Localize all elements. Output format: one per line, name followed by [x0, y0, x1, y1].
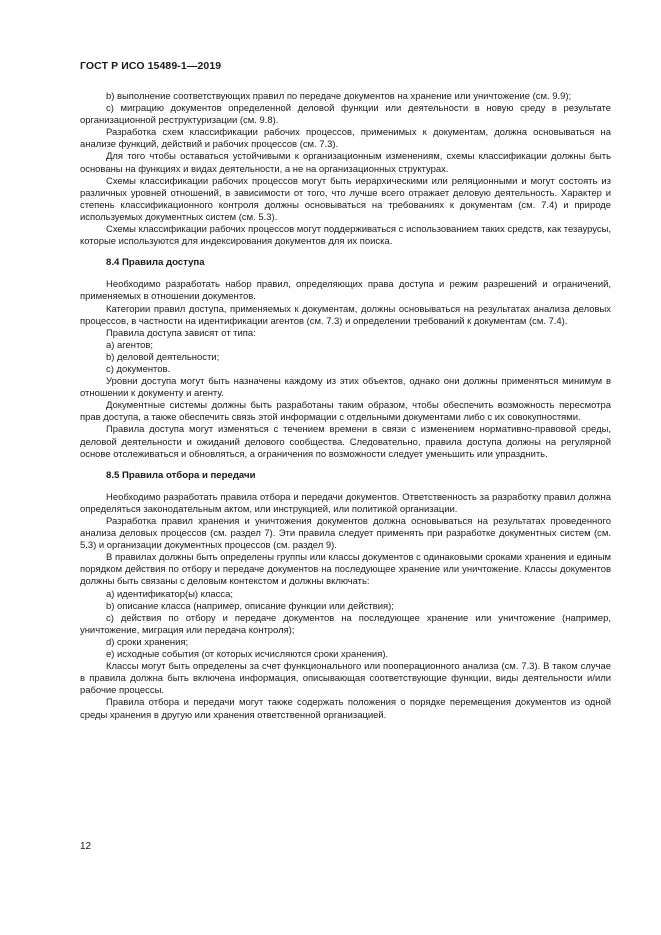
page-number: 12	[80, 841, 92, 852]
list-item: c) действия по отбору и передаче документов на последующее хранение или уничтожение (например, уничтожение, миграция или передача контроля);	[80, 612, 611, 636]
section-gap	[80, 461, 611, 470]
list-item: e) исходные события (от которых исчисляются сроки хранения).	[106, 649, 389, 661]
paragraph: Классы могут быть определены за счет функционального или пооперационного анализа (см. 7.3). В таком случае в правила должна быть включена информация, описывающая соответствующие функции, виды деятельности и/или рабочие процессы.	[80, 661, 611, 697]
paragraph: Необходимо разработать правила отбора и передачи документов. Ответственность за разработку правил должна определяться законодательным актом, или инструкцией, или политикой организации.	[80, 491, 611, 515]
paragraph: Уровни доступа могут быть назначены каждому из этих объектов, однако они должны применяться минимум в отношении к документу и агенту.	[80, 376, 611, 400]
list-item: a) агентов;	[106, 339, 154, 351]
paragraph: Схемы классификации рабочих процессов могут поддерживаться с использованием таких средств, как тезаурусы, которые используются для индексирования документов для их поиска.	[80, 224, 611, 248]
paragraph: Правила доступа могут изменяться с течением времени в связи с изменением нормативно-правовой среды, деловой деятельности и ожиданий делового сообщества. Следовательно, правила доступа должны на регулярной основе отслеживаться и обновляться, а ограничения по возможности следует уменьшить или упразднить.	[80, 424, 611, 460]
list-item: b) выполнение соответствующих правил по передаче документов на хранение или уничтожение (см. 9.9);	[106, 91, 572, 102]
paragraph: Схемы классификации рабочих процессов могут быть иерархическими или реляционными и могут состоять из различных уровней отношений, в зависимости от того, что лучше всего отражает деловую деятельность. Характер и степень классификационного контроля должны основываться на требованиях к документам (см. 7.4) и природе используемых документных систем (см. 5.3).	[80, 175, 611, 223]
paragraph: Разработка схем классификации рабочих процессов, применимых к документам, должна основываться на анализе функций, действий и рабочих процессов (см. 7.3).	[80, 127, 611, 151]
paragraph: Правила отбора и передачи могут также содержать положения о порядке перемещения документов из одной среды хранения в другую или хранения ответственной организацией.	[80, 697, 611, 721]
section-heading-8-4: 8.4 Правила доступа	[106, 257, 205, 269]
list-item: b) деловой деятельности;	[106, 351, 220, 363]
list-item: b) описание класса (например, описание функции или действия);	[106, 600, 394, 612]
list-item: a) идентификатор(ы) класса;	[106, 588, 233, 600]
paragraph: В правилах должны быть определены группы или классы документов с одинаковыми сроками хранения и единым порядком действия по отбору и передаче документов на последующее хранение или уничтожение. Классы документов должны быть связаны с деловым контекстом и должны включать:	[80, 552, 611, 588]
list-item: c) миграцию документов определенной деловой функции или деятельности в новую среду в результате организационной реструктуризации (см. 9.8).	[80, 103, 611, 127]
paragraph: Правила доступа зависят от типа:	[106, 327, 256, 339]
list-item: c) документов.	[106, 363, 171, 375]
paragraph: Для того чтобы оставаться устойчивыми к организационным изменениям, схемы классификации должны быть основаны на функциях и видах деятельности, а не на организационных структурах.	[80, 151, 611, 175]
document-body	[80, 91, 611, 722]
paragraph: Документные системы должны быть разработаны таким образом, чтобы обеспечить возможность пересмотра прав доступа, а также обеспечить связь этой информации с отдельными документами либо с их совокупностями.	[80, 400, 611, 424]
list-item: d) сроки хранения;	[106, 636, 189, 648]
section-gap	[80, 482, 611, 492]
section-gap	[80, 248, 611, 257]
paragraph: Разработка правил хранения и уничтожения документов должна основываться на результатах проведенного анализа деловых процессов (см. раздел 7). Эти правила следует применять при разработке документных систем (см. 5.3) и организации документных процессов (см. раздел 9).	[80, 516, 611, 552]
section-gap	[80, 269, 611, 279]
paragraph: Необходимо разработать набор правил, определяющих права доступа и режим разрешений и ограничений, применяемых в отношении документов.	[80, 279, 611, 303]
section-heading-8-5: 8.5 Правила отбора и передачи	[106, 469, 256, 481]
document-header: ГОСТ Р ИСО 15489-1—2019	[80, 60, 222, 72]
paragraph: Категории правил доступа, применяемых к документам, должны основываться на результатах анализа деловых процессов, в частности на идентификации агентов (см. 7.3) и определении требований к документам (см. 7.4).	[80, 303, 611, 327]
